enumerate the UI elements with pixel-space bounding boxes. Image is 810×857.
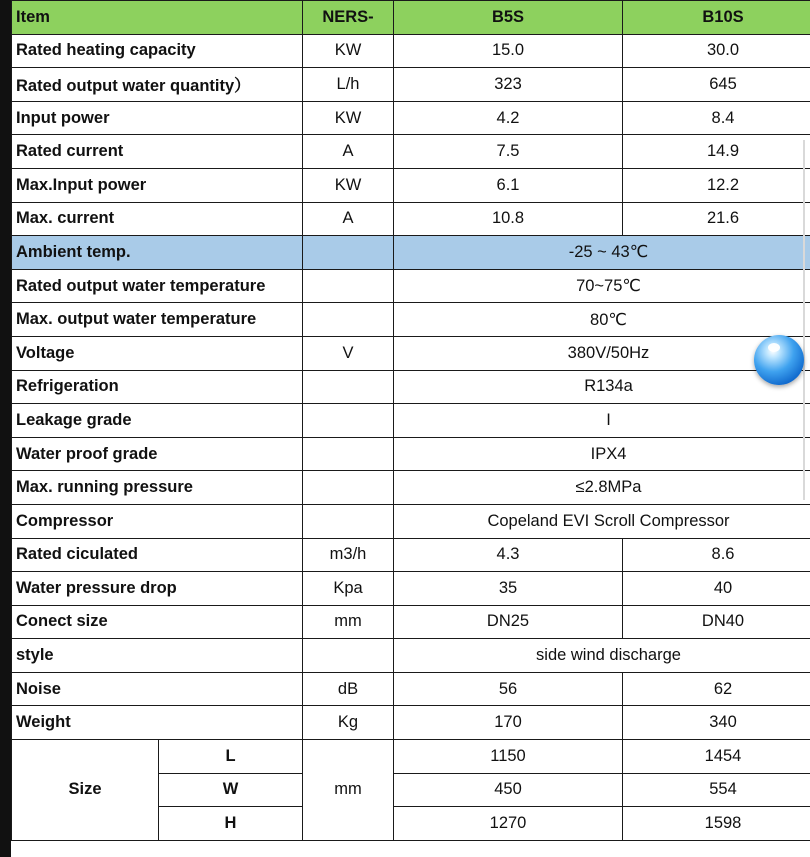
bubble-highlight <box>768 343 780 352</box>
row-unit: KW <box>303 101 394 135</box>
row-b10s: 8.4 <box>623 101 810 135</box>
row-unit: mm <box>303 605 394 639</box>
table-row <box>12 202 810 236</box>
size-l-b10s: 1454 <box>623 740 810 774</box>
row-unit: KW <box>303 34 394 68</box>
table-row <box>12 471 810 505</box>
row-unit <box>303 471 394 505</box>
row-label: Max. running pressure <box>12 471 303 505</box>
row-unit <box>303 404 394 438</box>
row-unit <box>303 236 394 270</box>
row-value: R134a <box>394 370 810 404</box>
row-unit: A <box>303 135 394 169</box>
row-b5s: 323 <box>394 68 623 102</box>
table-row <box>12 336 810 370</box>
row-b10s: 12.2 <box>623 168 810 202</box>
row-label: Weight <box>12 706 303 740</box>
row-label: Conect size <box>12 605 303 639</box>
table-row <box>12 437 810 471</box>
row-label: Water proof grade <box>12 437 303 471</box>
table-row <box>12 706 810 740</box>
row-label: Max. output water temperature <box>12 303 303 337</box>
size-dim-w: W <box>159 773 303 807</box>
size-dim-h: H <box>159 807 303 841</box>
row-unit: m3/h <box>303 538 394 572</box>
row-value: 380V/50Hz <box>394 336 810 370</box>
table-row <box>12 404 810 438</box>
row-b10s: 62 <box>623 672 810 706</box>
row-value: Copeland EVI Scroll Compressor <box>394 504 810 538</box>
row-label: Input power <box>12 101 303 135</box>
row-b5s: 7.5 <box>394 135 623 169</box>
table-row <box>12 101 810 135</box>
table-row <box>12 572 810 606</box>
row-b5s: 10.8 <box>394 202 623 236</box>
row-b10s: 40 <box>623 572 810 606</box>
size-dim-l: L <box>159 740 303 774</box>
row-value: side wind discharge <box>394 639 810 673</box>
row-label: Rated output water quantity） <box>12 68 303 102</box>
row-b10s: 21.6 <box>623 202 810 236</box>
row-label: Compressor <box>12 504 303 538</box>
table-row <box>12 135 810 169</box>
row-b5s: 15.0 <box>394 34 623 68</box>
table-row <box>12 370 810 404</box>
row-label: Ambient temp. <box>12 236 303 270</box>
table-row <box>12 168 810 202</box>
size-w-b5s: 450 <box>394 773 623 807</box>
spec-table <box>11 0 810 841</box>
row-unit <box>303 437 394 471</box>
row-unit <box>303 303 394 337</box>
header-b10s: B10S <box>623 1 810 35</box>
row-label: Rated output water temperature <box>12 269 303 303</box>
row-label: Refrigeration <box>12 370 303 404</box>
row-label: Rated current <box>12 135 303 169</box>
left-edge-bar <box>0 0 11 857</box>
header-model: NERS- <box>303 1 394 35</box>
row-b10s: 14.9 <box>623 135 810 169</box>
row-b10s: 645 <box>623 68 810 102</box>
row-label: Voltage <box>12 336 303 370</box>
table-row <box>12 605 810 639</box>
row-unit <box>303 370 394 404</box>
row-unit: dB <box>303 672 394 706</box>
row-label: Rated heating capacity <box>12 34 303 68</box>
size-h-b5s: 1270 <box>394 807 623 841</box>
row-b5s: 4.3 <box>394 538 623 572</box>
row-value: I <box>394 404 810 438</box>
scroll-indicator[interactable] <box>803 140 805 500</box>
size-l-b5s: 1150 <box>394 740 623 774</box>
row-b5s: 6.1 <box>394 168 623 202</box>
table-row <box>12 639 810 673</box>
table-row <box>12 538 810 572</box>
row-b5s: 4.2 <box>394 101 623 135</box>
row-unit: V <box>303 336 394 370</box>
row-b5s: 56 <box>394 672 623 706</box>
table-row <box>12 68 810 102</box>
table-row <box>12 303 810 337</box>
row-b10s: 8.6 <box>623 538 810 572</box>
row-b10s: 30.0 <box>623 34 810 68</box>
header-b5s: B5S <box>394 1 623 35</box>
row-unit: Kg <box>303 706 394 740</box>
row-label: style <box>12 639 303 673</box>
row-value: 80℃ <box>394 303 810 337</box>
row-b10s: 340 <box>623 706 810 740</box>
row-value: 70~75℃ <box>394 269 810 303</box>
header-item: Item <box>12 1 303 35</box>
header-row <box>12 1 810 35</box>
row-unit: KW <box>303 168 394 202</box>
row-label: Max.Input power <box>12 168 303 202</box>
row-unit <box>303 639 394 673</box>
row-unit: A <box>303 202 394 236</box>
row-b5s: 35 <box>394 572 623 606</box>
row-b5s: 170 <box>394 706 623 740</box>
row-unit: L/h <box>303 68 394 102</box>
row-value: -25 ~ 43℃ <box>394 236 810 270</box>
size-label: Size <box>12 740 159 841</box>
table-row <box>12 504 810 538</box>
row-unit: Kpa <box>303 572 394 606</box>
row-label: Leakage grade <box>12 404 303 438</box>
table-row <box>12 34 810 68</box>
table-row <box>12 672 810 706</box>
table-row <box>12 269 810 303</box>
size-row-l <box>12 740 810 774</box>
row-label: Max. current <box>12 202 303 236</box>
size-w-b10s: 554 <box>623 773 810 807</box>
row-label: Water pressure drop <box>12 572 303 606</box>
size-h-b10s: 1598 <box>623 807 810 841</box>
table-row-highlighted <box>12 236 810 270</box>
row-label: Noise <box>12 672 303 706</box>
row-value: ≤2.8MPa <box>394 471 810 505</box>
size-unit: mm <box>303 740 394 841</box>
row-value: IPX4 <box>394 437 810 471</box>
row-unit <box>303 269 394 303</box>
row-b10s: DN40 <box>623 605 810 639</box>
row-unit <box>303 504 394 538</box>
row-label: Rated ciculated <box>12 538 303 572</box>
row-b5s: DN25 <box>394 605 623 639</box>
floating-assistive-ball-icon[interactable] <box>754 335 804 385</box>
